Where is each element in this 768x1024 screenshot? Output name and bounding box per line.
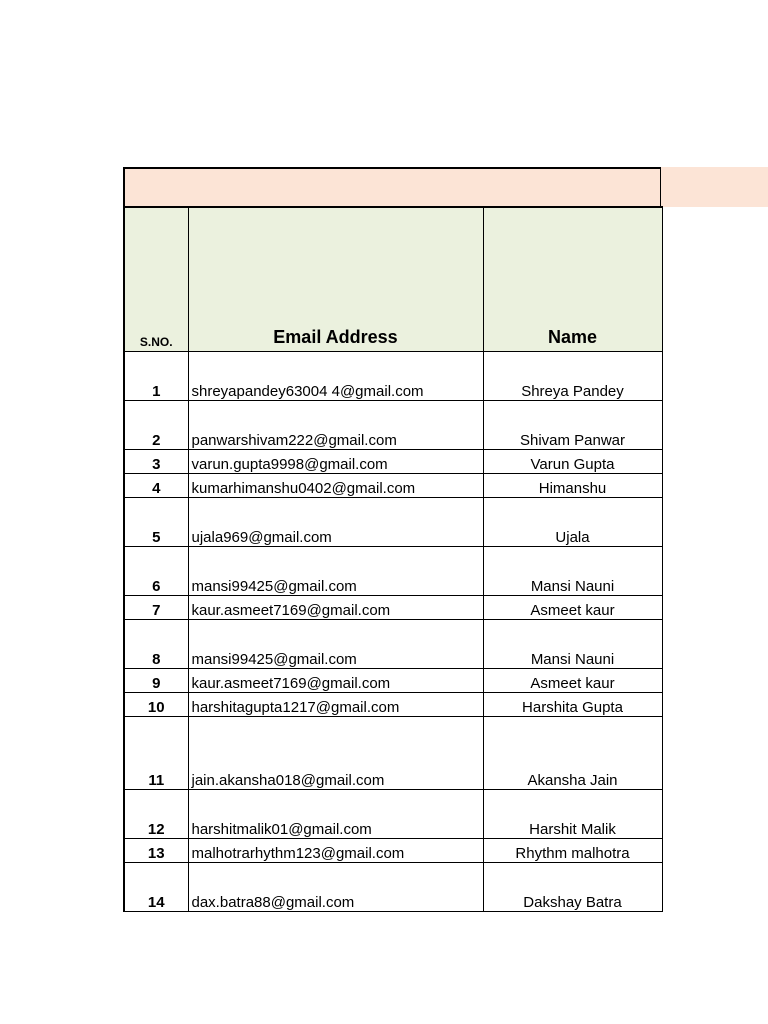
email-cell[interactable]: harshitagupta1217@gmail.com [188,692,483,716]
table-row [124,595,662,619]
email-cell[interactable]: varun.gupta9998@gmail.com [188,449,483,473]
table-row [124,789,662,838]
sno-cell[interactable]: 10 [124,692,188,716]
sno-cell[interactable]: 6 [124,546,188,595]
name-cell[interactable]: Asmeet kaur [483,668,662,692]
sno-cell[interactable]: 5 [124,497,188,546]
sno-cell[interactable]: 4 [124,473,188,497]
title-row [123,167,661,206]
name-cell[interactable]: Mansi Nauni [483,619,662,668]
table-row [124,838,662,862]
table-row [124,400,662,449]
sno-cell[interactable]: 14 [124,862,188,911]
sno-cell[interactable]: 1 [124,351,188,400]
name-cell[interactable]: Akansha Jain [483,716,662,789]
header-row [124,207,662,351]
email-cell[interactable]: mansi99425@gmail.com [188,619,483,668]
table-row [124,668,662,692]
header-sno[interactable]: S.NO. [124,207,188,351]
table-row [124,716,662,789]
name-cell[interactable]: Ujala [483,497,662,546]
name-cell[interactable]: Dakshay Batra [483,862,662,911]
email-cell[interactable]: kaur.asmeet7169@gmail.com [188,595,483,619]
sno-cell[interactable]: 7 [124,595,188,619]
name-cell[interactable]: Varun Gupta [483,449,662,473]
sno-cell[interactable]: 11 [124,716,188,789]
sno-cell[interactable]: 9 [124,668,188,692]
email-cell[interactable]: dax.batra88@gmail.com [188,862,483,911]
email-cell[interactable]: kumarhimanshu0402@gmail.com [188,473,483,497]
table-row [124,692,662,716]
table-row [124,546,662,595]
sno-cell[interactable]: 2 [124,400,188,449]
name-cell[interactable]: Asmeet kaur [483,595,662,619]
name-cell[interactable]: Mansi Nauni [483,546,662,595]
email-cell[interactable]: jain.akansha018@gmail.com [188,716,483,789]
name-cell[interactable]: Rhythm malhotra [483,838,662,862]
email-cell[interactable]: harshitmalik01@gmail.com [188,789,483,838]
email-cell[interactable]: malhotrarhythm123@gmail.com [188,838,483,862]
header-email[interactable]: Email Address [188,207,483,351]
email-table [123,206,663,912]
sno-cell[interactable]: 8 [124,619,188,668]
table-row [124,497,662,546]
email-cell[interactable]: panwarshivam222@gmail.com [188,400,483,449]
sno-cell[interactable]: 3 [124,449,188,473]
email-cell[interactable]: shreyapandey63004 4@gmail.com [188,351,483,400]
table-row [124,351,662,400]
email-cell[interactable]: mansi99425@gmail.com [188,546,483,595]
email-cell[interactable]: kaur.asmeet7169@gmail.com [188,668,483,692]
sno-cell[interactable]: 12 [124,789,188,838]
name-cell[interactable]: Harshita Gupta [483,692,662,716]
table-row [124,473,662,497]
name-cell[interactable]: Shivam Panwar [483,400,662,449]
header-name[interactable]: Name [483,207,662,351]
table-row [124,449,662,473]
name-cell[interactable]: Shreya Pandey [483,351,662,400]
table-row [124,619,662,668]
table-row [124,862,662,911]
email-cell[interactable]: ujala969@gmail.com [188,497,483,546]
sno-cell[interactable]: 13 [124,838,188,862]
name-cell[interactable]: Himanshu [483,473,662,497]
name-cell[interactable]: Harshit Malik [483,789,662,838]
